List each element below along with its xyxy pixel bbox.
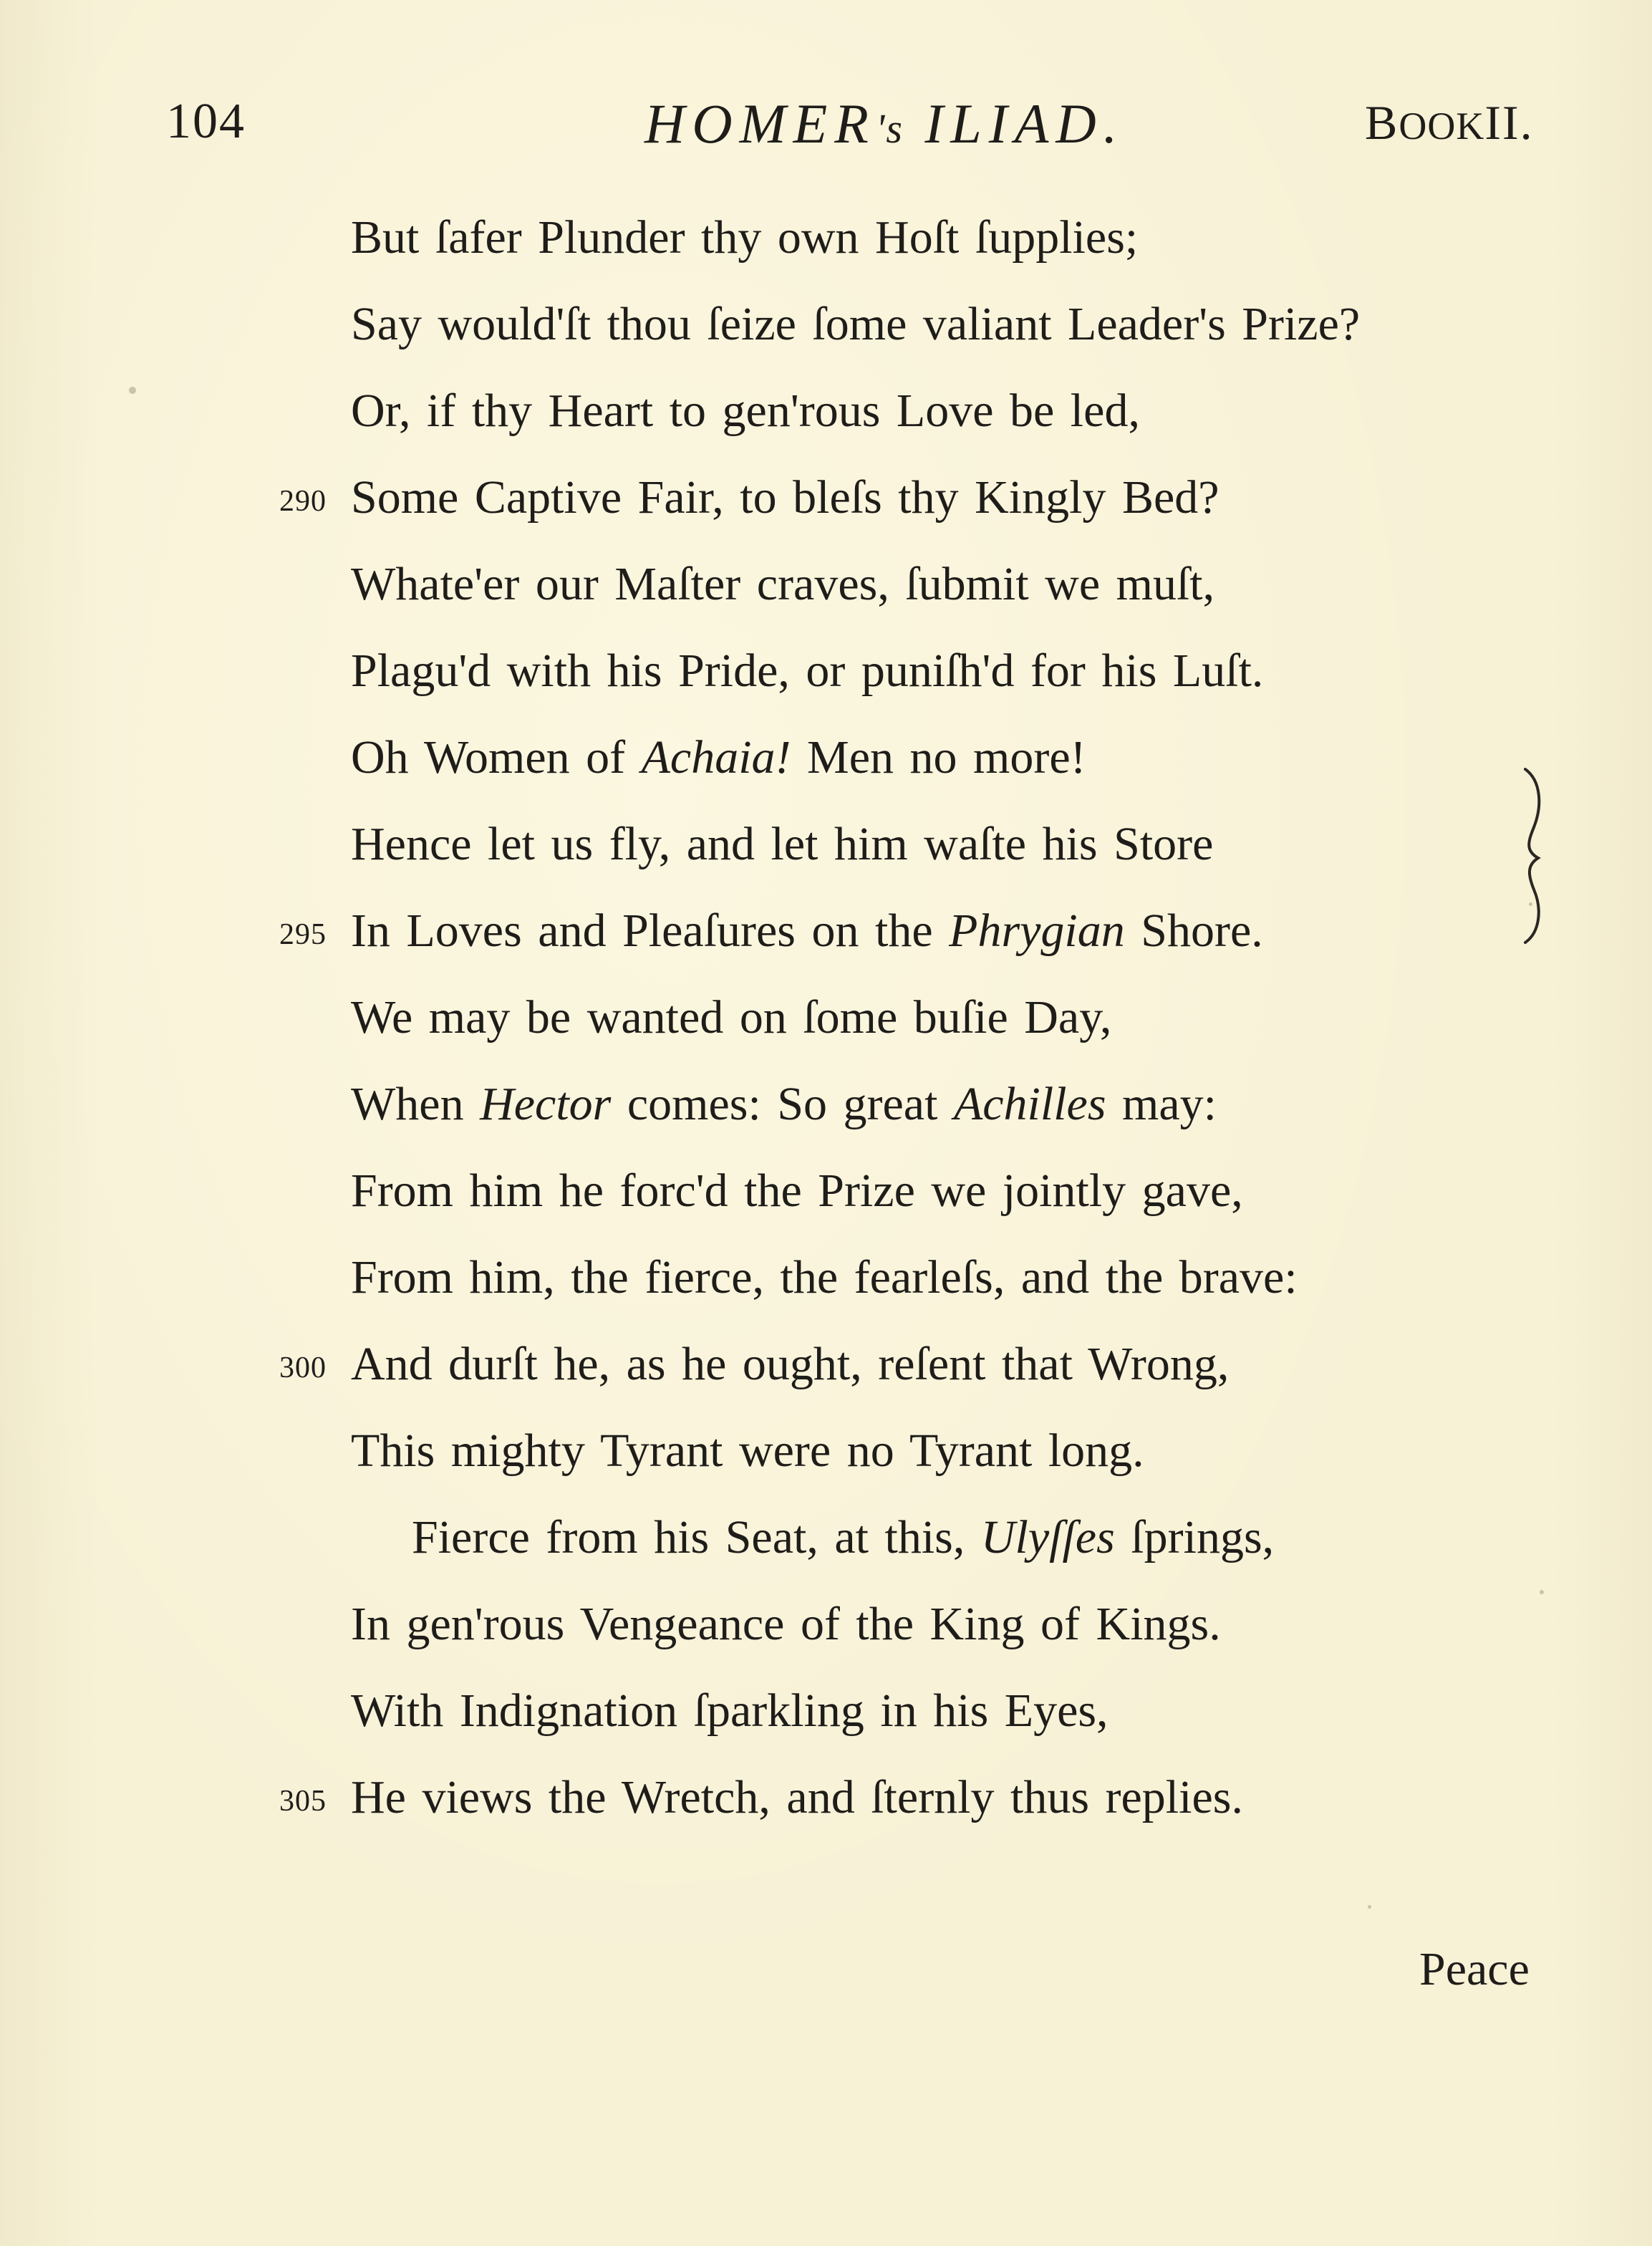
verse-text: In Loves and Pleaſures on the — [351, 905, 950, 957]
verse-line: Whate'er our Maſter craves, ſubmit we muſt, — [351, 558, 1215, 610]
verse-line: Some Captive Fair, to bleſs thy Kingly Bed? — [351, 471, 1219, 524]
book-label-numeral: II. — [1484, 95, 1534, 150]
verse-line: And durſt he, as he ought, reſent that Wrong, — [351, 1338, 1230, 1390]
running-title — [644, 92, 1124, 156]
proper-name-italic: Hector — [480, 1078, 612, 1130]
verse-text: When — [351, 1078, 480, 1130]
verse-line: Or, if thy Heart to gen'rous Love be led, — [351, 385, 1140, 437]
verse-line: We may be wanted on ſome buſie Day, — [351, 991, 1112, 1044]
verse-line: Plagu'd with his Pride, or puniſh'd for his Luſt. — [351, 645, 1264, 697]
verse-line — [351, 1072, 1217, 1137]
verse-line: But ſafer Plunder thy own Hoſt ſupplies; — [351, 211, 1139, 264]
proper-name-italic: Phrygian — [949, 905, 1125, 957]
verse-line: This mighty Tyrant were no Tyrant long. — [351, 1425, 1144, 1477]
verse-line — [412, 1505, 1274, 1570]
verse-text: Oh Women of — [351, 731, 642, 784]
paper-speck — [129, 387, 136, 394]
running-title-rest: ILIAD. — [903, 92, 1125, 155]
verse-line: With Indignation ſparkling in his Eyes, — [351, 1684, 1108, 1737]
line-number-305: 305 — [279, 1785, 327, 1818]
verse-line: He views the Wretch, and ſternly thus replies. — [351, 1771, 1243, 1823]
verse-line: Say would'ſt thou ſeize ſome valiant Leader's Prize? — [351, 298, 1361, 350]
verse-text: may: — [1106, 1078, 1217, 1130]
verse-text: Fierce from his Seat, at this, — [412, 1511, 981, 1563]
verse-line: Hence let us fly, and let him waſte his Store — [351, 818, 1214, 870]
verse-line — [351, 899, 1263, 963]
line-number-295: 295 — [279, 918, 327, 951]
book-label-initial: B — [1365, 95, 1399, 150]
verse-text: comes: So great — [611, 1078, 954, 1130]
book-label — [1365, 95, 1534, 151]
proper-name-italic: Ulyſſes — [980, 1511, 1115, 1563]
catchword: Peace — [1419, 1943, 1530, 1995]
line-number-300: 300 — [279, 1351, 327, 1384]
book-label-smallcaps: OOK — [1399, 105, 1485, 148]
proper-name-italic: Achaia! — [641, 731, 791, 784]
verse-line: From him he forc'd the Prize we jointly gave, — [351, 1165, 1243, 1217]
proper-name-italic: Achilles — [953, 1078, 1106, 1130]
verse-text: Men no more! — [791, 731, 1086, 784]
paper-speck — [1540, 1590, 1544, 1594]
triplet-brace — [1518, 766, 1554, 945]
verse-line: In gen'rous Vengeance of the King of Kings. — [351, 1598, 1221, 1650]
running-title-main: HOMER — [644, 92, 876, 155]
verse-line — [351, 726, 1086, 790]
paper-speck — [1368, 1905, 1371, 1909]
line-number-290: 290 — [279, 485, 327, 518]
paper-speck — [1529, 902, 1532, 906]
running-title-possessive: 's — [875, 105, 904, 152]
page-number: 104 — [166, 94, 246, 149]
verse-line: From him, the fierce, the fearleſs, and the brave: — [351, 1251, 1298, 1303]
verse-text: ſprings, — [1114, 1511, 1275, 1563]
verse-text: Shore. — [1124, 905, 1263, 957]
